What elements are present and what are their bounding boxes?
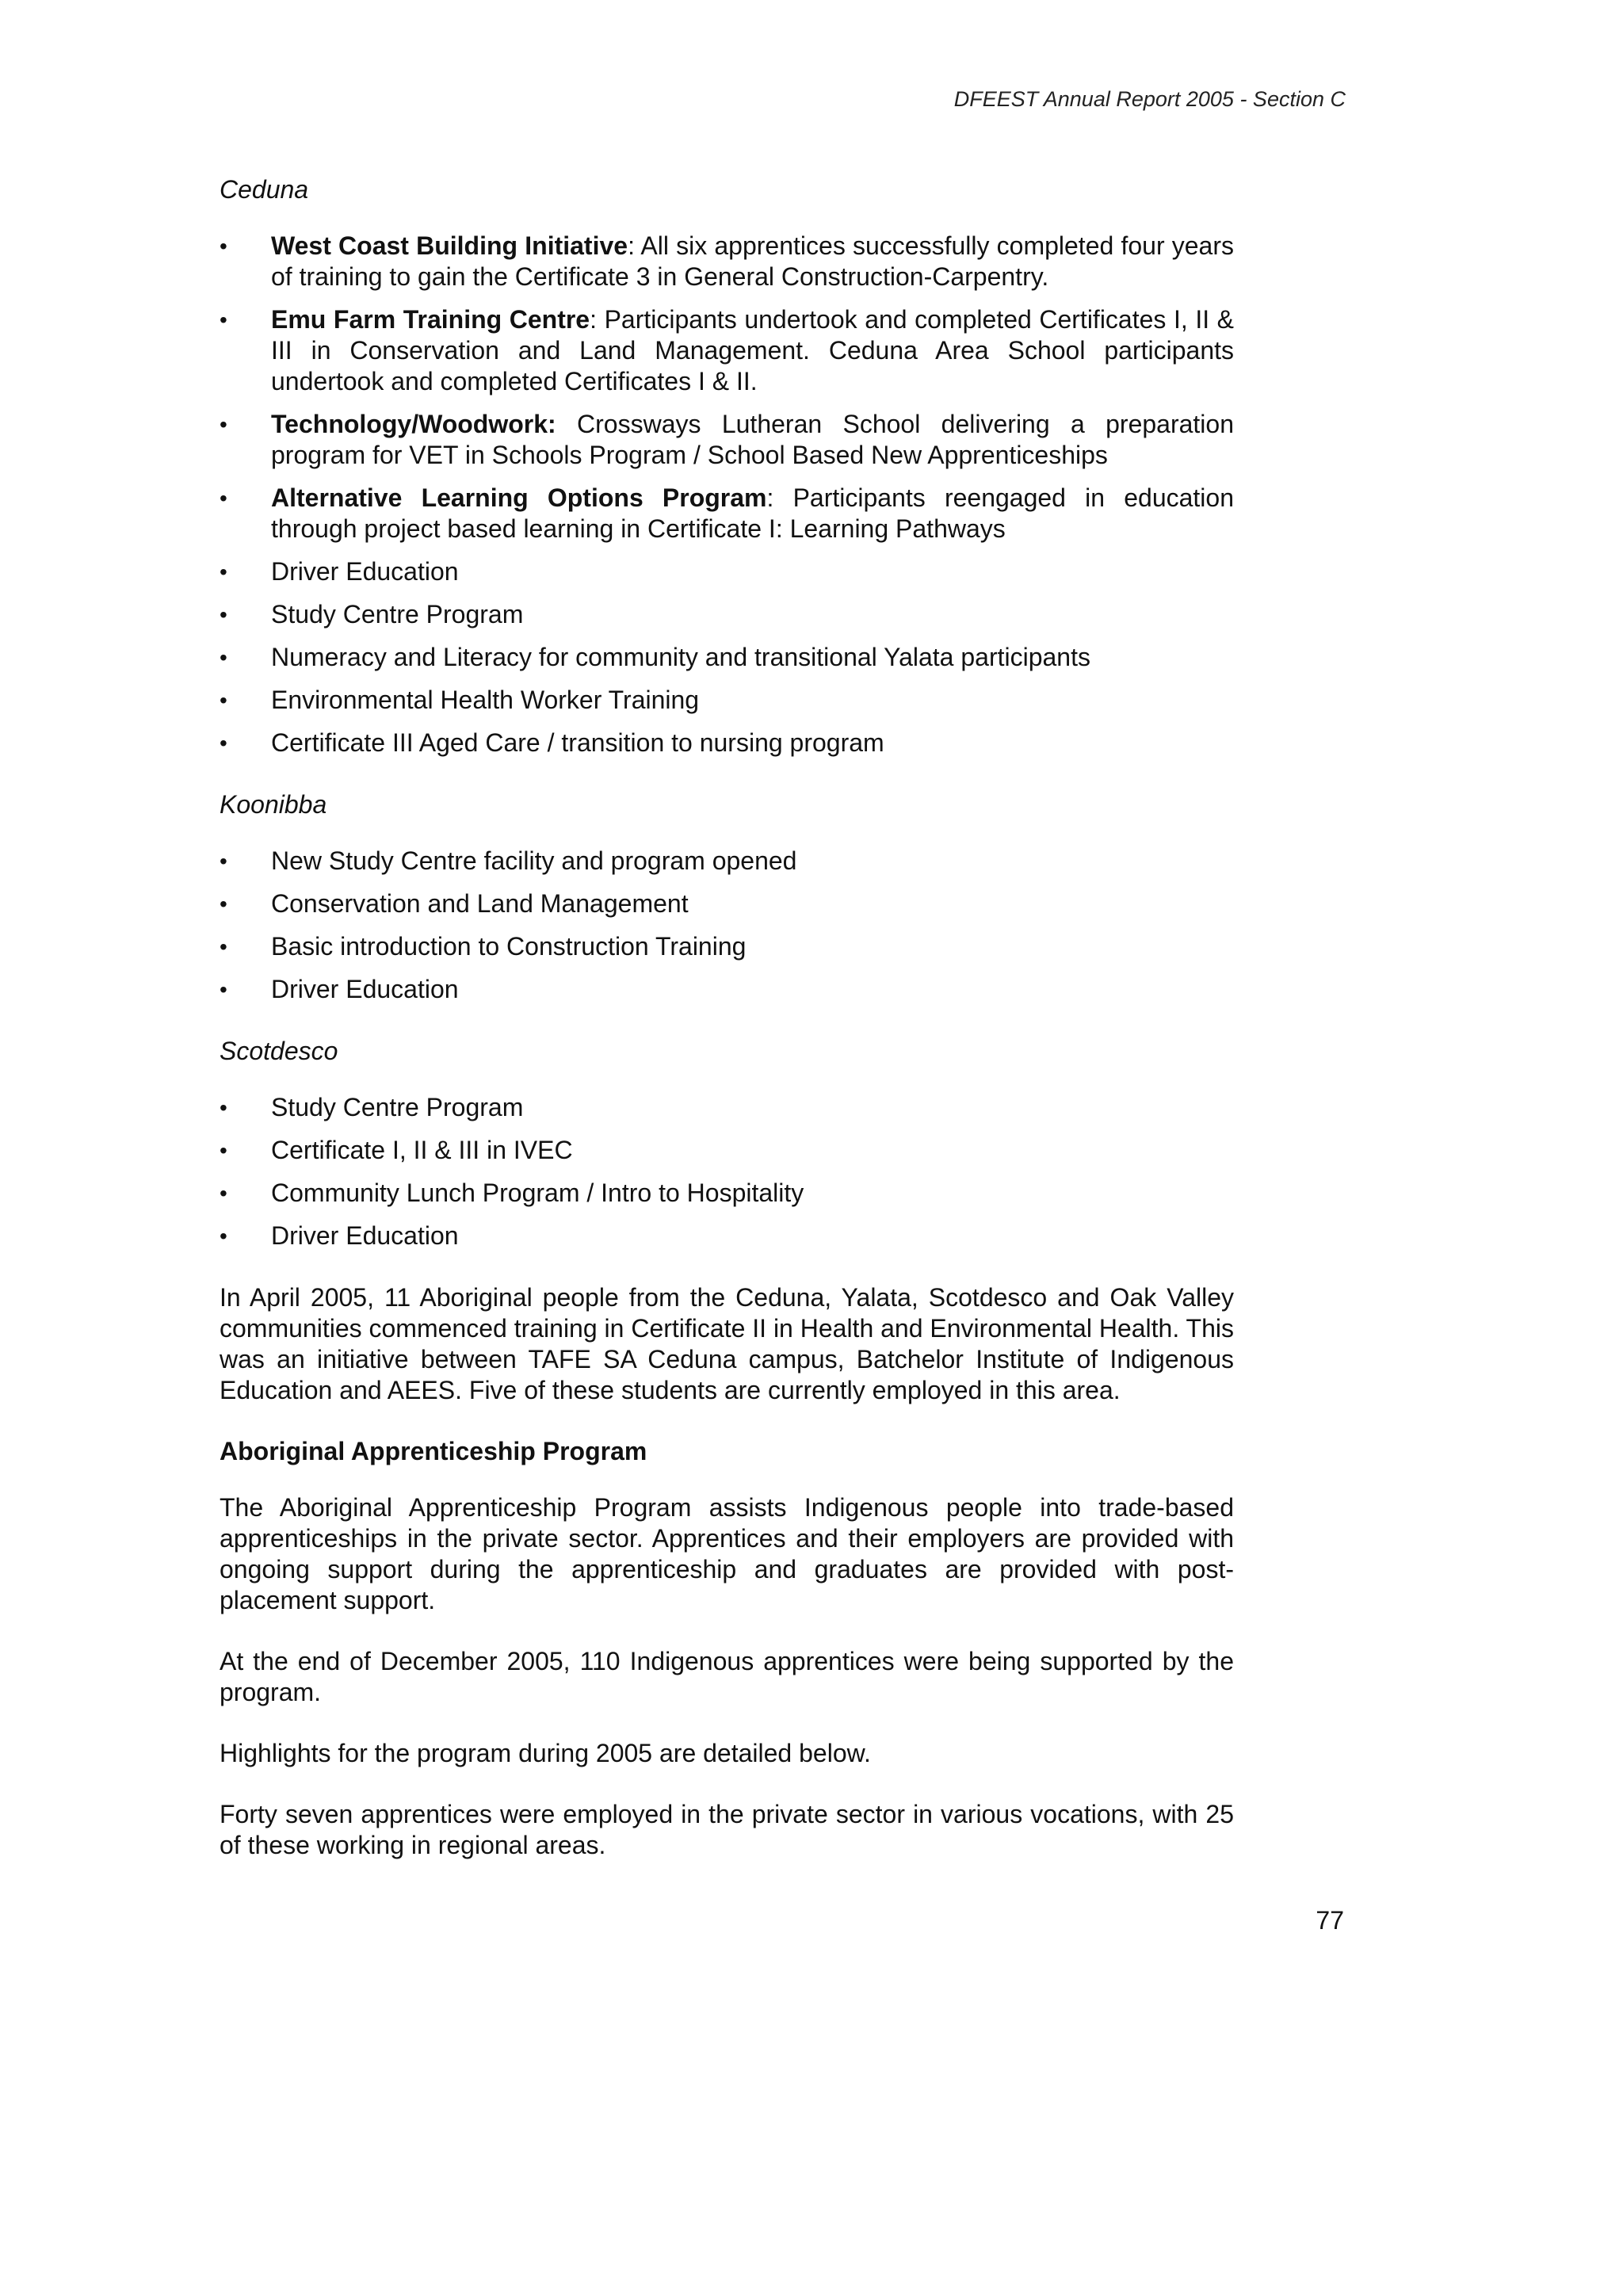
list-item xyxy=(220,728,1234,758)
list-item xyxy=(220,304,1234,397)
section-title-scotdesco: Scotdesco xyxy=(220,1037,338,1065)
koonibba-list xyxy=(220,846,1234,1005)
list-item xyxy=(220,642,1234,673)
bullet-icon: • xyxy=(220,849,227,873)
bullet-icon: • xyxy=(220,688,227,712)
bullet-icon: • xyxy=(220,934,227,959)
section-title-koonibba: Koonibba xyxy=(220,790,327,819)
running-header: DFEEST Annual Report 2005 - Section C xyxy=(953,87,1346,111)
page-content xyxy=(220,174,1234,1891)
item-text: Study Centre Program xyxy=(271,1093,524,1121)
bullet-icon: • xyxy=(220,602,227,627)
item-term: Technology/Woodwork: xyxy=(271,410,556,438)
bullet-icon: • xyxy=(220,1095,227,1120)
item-term: West Coast Building Initiative xyxy=(271,231,628,260)
item-text: Driver Education xyxy=(271,557,459,586)
bullet-icon: • xyxy=(220,1181,227,1205)
bullet-icon: • xyxy=(220,731,227,755)
paragraph-aap-forty-seven: Forty seven apprentices were employed in the private sector in various vocations, with 25 of these working in regional areas. xyxy=(220,1800,1234,1859)
item-text: Community Lunch Program / Intro to Hospitality xyxy=(271,1179,804,1207)
item-term: Alternative Learning Options Program xyxy=(271,483,767,512)
list-item xyxy=(220,685,1234,716)
bullet-icon: • xyxy=(220,560,227,584)
list-item xyxy=(220,483,1234,544)
item-text: Crossways Lutheran School delivering a preparation program for VET in Schools Program / School Based New Apprenticeships xyxy=(271,410,1234,469)
item-text: Basic introduction to Construction Training xyxy=(271,932,747,961)
heading-aboriginal-apprenticeship-program: Aboriginal Apprenticeship Program xyxy=(220,1437,647,1465)
list-item xyxy=(220,974,1234,1005)
list-item xyxy=(220,409,1234,471)
paragraph-aap-highlights: Highlights for the program during 2005 are detailed below. xyxy=(220,1739,871,1767)
list-item xyxy=(220,846,1234,877)
item-text: : Participants reengaged in education through project based learning in Certificate I: Learning Pathways xyxy=(271,483,1235,543)
section-title-ceduna: Ceduna xyxy=(220,175,309,204)
item-text: Certificate I, II & III in IVEC xyxy=(271,1136,573,1164)
item-text: Conservation and Land Management xyxy=(271,889,689,918)
list-item xyxy=(220,556,1234,587)
list-item xyxy=(220,1092,1234,1123)
bullet-icon: • xyxy=(220,308,227,332)
paragraph-april-2005: In April 2005, 11 Aboriginal people from the Ceduna, Yalata, Scotdesco and Oak Valley communities commenced training in Certificate II in Health and Environmental Health. This was an initiative between TAFE SA Ceduna campus, Batchelor Institute of Indigenous Education and AEES. Five of these students are currently employed in this area. xyxy=(220,1283,1234,1404)
bullet-icon: • xyxy=(220,1138,227,1163)
ceduna-list xyxy=(220,231,1234,758)
item-text: Numeracy and Literacy for community and transitional Yalata participants xyxy=(271,643,1090,671)
list-item xyxy=(220,1178,1234,1209)
item-text: Study Centre Program xyxy=(271,600,524,628)
list-item xyxy=(220,1135,1234,1166)
list-item xyxy=(220,231,1234,292)
item-text: : All six apprentices successfully completed four years of training to gain the Certificate 3 in General Construction-Carpentry. xyxy=(271,231,1235,291)
bullet-icon: • xyxy=(220,412,227,437)
bullet-icon: • xyxy=(220,977,227,1002)
list-item xyxy=(220,599,1234,630)
bullet-icon: • xyxy=(220,645,227,670)
bullet-icon: • xyxy=(220,892,227,916)
item-text: : Participants undertook and completed Certificates I, II & III in Conservation and Land Management. Ceduna Area School participants undertook and completed Certificates I & II. xyxy=(271,305,1235,395)
bullet-icon: • xyxy=(220,1224,227,1248)
item-term: Emu Farm Training Centre xyxy=(271,305,590,334)
paragraph-aap-intro: The Aboriginal Apprenticeship Program assists Indigenous people into trade-based apprenticeships in the private sector. Apprentices and their employers are provided with ongoing support during the apprenticeship and graduates are provided with post-placement support. xyxy=(220,1493,1234,1614)
list-item xyxy=(220,931,1234,962)
item-text: Driver Education xyxy=(271,1221,459,1250)
list-item xyxy=(220,1221,1234,1251)
item-text: Driver Education xyxy=(271,975,459,1003)
bullet-icon: • xyxy=(220,234,227,258)
item-text: Environmental Health Worker Training xyxy=(271,686,700,714)
page-number: 77 xyxy=(1316,1906,1344,1935)
bullet-icon: • xyxy=(220,486,227,510)
paragraph-aap-december: At the end of December 2005, 110 Indigenous apprentices were being supported by the program. xyxy=(220,1647,1234,1706)
scotdesco-list xyxy=(220,1092,1234,1251)
item-text: Certificate III Aged Care / transition to nursing program xyxy=(271,728,884,757)
item-text: New Study Centre facility and program opened xyxy=(271,846,797,875)
list-item xyxy=(220,888,1234,919)
